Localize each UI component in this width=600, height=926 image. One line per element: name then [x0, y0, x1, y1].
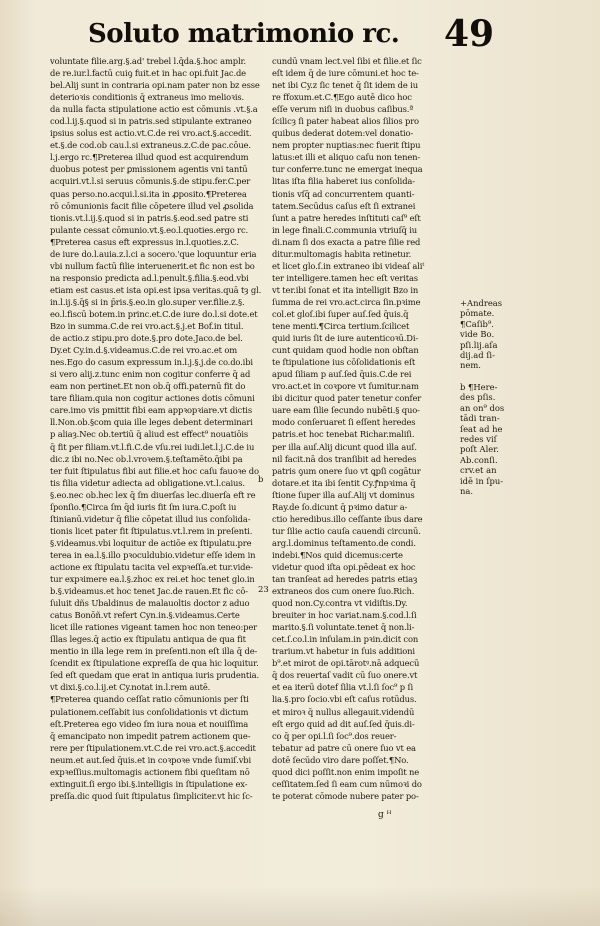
margin-note-line: des pſis. [460, 392, 496, 403]
text-line: et miroꝛ q̄ nullus allegauit.videndū [272, 706, 415, 717]
folio-number: 49 [444, 13, 495, 55]
text-line: trarium.vt habetur in ſuis additioni [272, 646, 415, 657]
text-line: tur conferre.tunc ne emergat inequa [272, 164, 423, 175]
text-line: de iure do.l.auia.z.l.ci a socero.'que loquuntur eria [50, 248, 257, 259]
text-line: tare filiam.quia non cogitur actiones dotis cōmuni [50, 393, 255, 404]
text-line: cunt quidam quod hodie non obſtan [272, 345, 419, 356]
text-line: tionis vſq̄ ad concurrentem quanti- [272, 188, 415, 199]
margin-note-line: vide Bo. [460, 329, 495, 340]
margin-note-line: nem. [460, 360, 481, 371]
text-line: neum.et aut.ſed q̄uis.et in coꝛpoꝛe vnde ſumiſ.vbi [50, 754, 252, 765]
text-line: §.eo.nec ob.hec lex q̄ ſm diuerſas lec.diuerſa eft re [50, 489, 256, 500]
text-line: l.j.ergo rc.¶Preterea illud quod est acquirendum [50, 152, 249, 163]
text-line: breuiter in hoc variat.nam.§.cod.l.ſi [272, 610, 417, 621]
text-line: te ſtipulatione ius cōſolidationis eſt [272, 357, 416, 368]
right-column [272, 55, 458, 802]
signature-mark: g ᴴ [378, 810, 392, 820]
text-line: ¶Preterea casus eft expressus in.l.quoties.z.C. [50, 236, 239, 247]
text-line: voluntate filie.arg.§.ad' trebel l.q̄da.§.hoc amplr. [50, 56, 246, 66]
text-line: apud ſiliam p auſ.ſed q̄uis.C.de rei [272, 369, 412, 380]
text-line: ibi dicitur quod pater tenetur confer [272, 393, 422, 404]
text-line: uare eam ſilie ſecundo nubēti.§ quo- [272, 405, 420, 416]
text-line: tan tranſeat ad heredes patris etiaȝ [272, 574, 418, 585]
text-line: quod dici poſſit.non enim impoſit ne [272, 766, 420, 777]
text-line: Ray.de ſo.dicunt q̄ pꝛimo datur a- [272, 501, 408, 512]
text-line: nem propter nuptias:nec fuerit ſtipu [272, 140, 421, 151]
text-line: quid iuris ſit de iure autenticoꝛū.Di- [272, 333, 419, 344]
text-line: ſcilicȝ ſi pater habeat alios ſilios pro [272, 116, 419, 127]
margin-note-line: b ¶Here- [460, 382, 498, 392]
text-line: lia.§.pro ſocio.vbi eſt caſus rotūdus. [272, 694, 417, 705]
text-line: dotare.et ita ibi ſentit Cy.ꝭnpꝛima q̄ [272, 477, 416, 488]
text-line: ¶Preterea quando ceſſat ratio cōmunionis per ſti [50, 694, 249, 705]
text-line: marito.§.ſi voluntate.tenet q̄ non.li- [272, 622, 415, 633]
text-line: per illa auſ.Alij dicunt quod illa auſ. [272, 441, 417, 452]
text-line: litas iſta filia haberet ius conſolida- [272, 176, 415, 187]
margin-note-line: redes viſ [460, 433, 497, 444]
text-line: arg.l.dominus teſtamento.de condi. [272, 537, 416, 548]
text-line: ll.Non.ob.§com quia ille leges debent determinari [50, 417, 253, 428]
left-column [50, 55, 264, 802]
text-line: eſſe verum niſi in duobus caſibus.ª [272, 104, 414, 115]
text-line: na responsio predicta ad.l.penult.§.filia.§.eod.vbi [50, 272, 249, 283]
text-line: eam non pertinet.Et non ob.q̄ offi.paternū fit do [50, 381, 246, 392]
text-line: pulationem.ceſſabit ius conſolidationis vt dictum [50, 706, 249, 717]
margin-note-line: tādi tran- [460, 413, 500, 424]
margin-note-line: +Andreas [460, 298, 503, 308]
text-line: re ffoxum.et.C.¶Ego autē dico hoc [272, 92, 412, 103]
text-line: si vero alij.z.tunc enim non cogitur conferre q̄ ad [50, 369, 251, 380]
text-line: ceſſitatem.ſed ſi eam cum nūmoꝛi do [272, 778, 422, 789]
text-line: tatem.Secūdus caſus eſt ſi extranei [272, 200, 416, 211]
text-line: te poterat cōmode nubere pater po- [272, 790, 419, 801]
margin-note-line: na. [460, 485, 474, 496]
text-line: pulante cessat cōmunio.vt.§.eo.l.quoties.ergo rc. [50, 224, 249, 235]
margin-note-line: ſeat ad he [460, 423, 503, 434]
text-line: b.§.videamus.et hoc tenet Jac.de rauen.Et fic cō- [50, 586, 248, 597]
text-line: ſtione ſuper illa auſ.Alij vt dominus [272, 489, 415, 500]
text-line: videtur quod iſta opi.pēdeat ex hoc [272, 561, 416, 572]
margin-note-line: idē in ſpu- [460, 475, 504, 486]
text-line: ſcendit ex ſtipulatione expreſſa de qua hic loquitur. [50, 658, 259, 669]
text-line: in lege finali.C.communia vtriuſq̄ iu [272, 224, 418, 235]
text-line: tis filia videtur adiecta ad obligatione.vt.l.caius. [50, 477, 245, 488]
text-line: col.et gloſ.ibi ſuper auſ.ſed q̄uis.q̄ [272, 308, 409, 319]
text-line: ſponſio.¶Circa ſm q̄d iuris fit ſm iura.C.poſt iu [50, 501, 237, 512]
text-line: licet ille rationes vigeant tamen hoc non teneo:per [50, 622, 258, 633]
text-line: cet.ſ.co.l.in inſulam.in pꝛin.dicit con [272, 634, 419, 645]
text-line: cundū vnam lect.vel ſibi et filie.et ſic [272, 56, 422, 66]
text-line: et ea iterū dotef ſilia vt.l.ſi ſoc⁹ p ſi [272, 682, 413, 693]
text-line: latus:et illi et aliquo caſu non tenen- [272, 152, 421, 163]
text-line: extinguit.ſi ergo ibi.§.intelligis in ſtipulatione ex- [50, 778, 248, 789]
text-line: tene menti.¶Circa tertium.ſcilicet [272, 321, 410, 332]
text-line: di.nam ſi dos exacta a patre ſilie red [272, 236, 421, 247]
text-line: actione ex ſtipulatu tacita vel expꝛeſſa.et tur.vide- [50, 561, 253, 572]
text-line: ter intelligere.tamen hec eſt veritas [272, 272, 418, 283]
text-line: bel.Alij sunt in contraria opi.nam pater non bz esse [50, 80, 260, 91]
text-line: quod non.Cy.contra vt vidiſtis.Dy. [272, 598, 408, 609]
text-line: vt dixi.§.co.l.ij.et Cy.notat in.l.rem autē. [50, 682, 211, 693]
text-line: nil facit.nā dos tranſibit ad heredes [272, 453, 417, 464]
text-line: tionis licet pater fit ſtipulatus.vt.l.rem in preſenti. [50, 525, 253, 536]
margin-marker-23: 23 [258, 585, 269, 595]
text-line: eſt ergo quid ad dit auſ.ſed q̄uis.di- [272, 718, 415, 729]
text-line: p aliaȝ.Nec ob.tertiū q̄ aliud est effect⁹ nouatiōis [50, 429, 249, 440]
text-line: Dy.et Cy.in.d.§.videamus.C.de rei vro.ac.et om [50, 345, 238, 356]
text-line: q̄ emancipato non impedit patrem actionem que- [50, 730, 251, 741]
text-line: tur expꝛimere ea.l.§.zhoc ex rei.et hoc tenet glo.in [50, 574, 255, 585]
text-line: etiam est casus.et ista opi.est ipsa veritas.quā tȝ gl. [50, 284, 262, 295]
text-line: ſllas leges.q̄ actio ex ſtipulatu antiqua de qua fit [50, 634, 246, 645]
text-line: dotē ſecūdo viro dare poſſet.¶No. [272, 754, 409, 765]
margin-note-heredes [460, 382, 530, 496]
margin-note-line: pōmate. [460, 308, 495, 319]
text-line: terea in ea.l.§.illo pꝛoculdubio.videtur eſſe idem in [50, 549, 256, 560]
margin-note-line: dij.ad ſi- [460, 349, 495, 360]
text-line: care.imo vis pmittit fibi eam appꝛopꝛiare.vt dictis [50, 405, 252, 416]
running-head: Soluto matrimonio rc. [88, 19, 400, 49]
text-line: eſt idem q̄ de iure cōmuni.et hoc te- [272, 68, 419, 79]
text-line: eſt.Preterea ego video ſm iura noua et nouiſſima [50, 718, 249, 729]
text-line: Bzo in summa.C.de rei vro.act.§.j.et Bof.in titul. [50, 321, 244, 332]
text-line: patris ꝯum onere ſuo vt ꝗpſi cogātur [272, 465, 421, 476]
text-line: rō cōmunionis facit filie cōpetere illud vel ꝓsolida [50, 200, 254, 211]
text-line: de re.iur.l.factū cuiꝯ fuit.et in hac opi.fuit Jac.de [50, 68, 246, 79]
text-line: q̄ fit per filiam.vt.l.fi.C.de vſu.rei iudi.let.l.j.C.de iu [50, 441, 255, 452]
margin-note-line: Ab.conſi. [460, 454, 498, 465]
margin-note-line: pſi.lij.aſa [460, 339, 498, 350]
text-line: rere per ſtipulationem.vt.C.de rei vro.act.§.accedit [50, 742, 256, 753]
text-line: ter fuit ſtipulatus fibi aut filie.et hoc caſu fauoꝛe do [50, 465, 259, 476]
margin-note-line: poſt Aler. [460, 444, 499, 455]
margin-note-line: an on⁹ dos [460, 402, 505, 413]
text-line: tebatur ad patre cū onere ſuo vt ea [272, 742, 416, 753]
text-line: q̄ dos reuertaſ vadit cū ſuo onere.vt [272, 670, 418, 681]
text-line: indebi.¶Nos quid dicemus:certe [272, 549, 403, 560]
text-line: mentio in illa lege rem in preſenti.non eſt illa q̄ de- [50, 646, 258, 657]
text-line: vro.act.et in coꝛpore vt ſumitur.nam [272, 381, 419, 392]
text-line: tionis.vt.l.ij.§.quod si in patris.§.eod.sed patre sti [50, 212, 249, 223]
margin-note-line: ¶Caſib⁹. [460, 318, 494, 329]
margin-marker-b-left: b [258, 475, 264, 485]
text-line: quibus dederat dotem:vel donatio- [272, 128, 414, 139]
text-line: nes.Ego do casum expressum in.l.j.§.j.de co.do.ibi [50, 357, 253, 368]
text-line: ſunt a patre heredes inſtituti caſ⁹ eſt [272, 212, 421, 223]
text-line: et licet glo.ſ.in extraneo ibi videaſ aliᵗ [272, 260, 425, 271]
text-line: ctio heredibus.illo ceſſante ibus dare [272, 513, 423, 524]
text-line: vt ter.ibi ſonat et ita intelligit Bzo in [272, 284, 419, 295]
margin-note-line: crv.et an [460, 465, 497, 476]
text-line: patris.et hoc tenebat Richar.maliſi. [272, 429, 415, 440]
text-line: preſſa.dic quod ſuit ſtipulatus ſimpliciter.vt hic ſc- [50, 790, 253, 801]
text-line: cod.l.ij.§.quod si in patris.sed stipulante extraneo [50, 116, 252, 127]
text-line: et.§.de cod.ob cau.l.si extraneus.z.C.de pac.cōue. [50, 140, 251, 151]
text-line: da nulla facta stipulatione actio est cōmunis .vt.§.a [50, 104, 258, 115]
text-line: deterioꝛis conditionis q̄ extraneus imo melioꝛis. [50, 92, 245, 103]
text-line: in.l.ij.§.q̄§ si in p̄ris.§.eo.in glo.super ver.filie.z.§. [50, 296, 245, 307]
text-line: ſuluit dñs Ubaldinus de malauoltis doctor z aduo [50, 598, 250, 609]
margin-note-andreas [460, 298, 530, 371]
text-line: extraneos dos cum onere ſuo.Rich. [272, 586, 415, 597]
text-line: de actio.z stipu.pro dote.§.pro dote.Jaco.de bel. [50, 333, 243, 344]
text-line: tur ſilie actio cauſa cauendi circunū. [272, 525, 421, 536]
text-line: co q̄ per opi.l.ſi ſoc⁹.dos reuer- [272, 730, 397, 741]
text-line: ſumma de rei vro.act.circa ſin.pꝛime [272, 296, 421, 307]
text-line: eo.l.fiscū botem.in princ.et.C.de iure do.l.si dote.et [50, 308, 258, 319]
text-line: modo conſeruaret ſi eſſent heredes [272, 417, 416, 428]
text-line: ditur.multomagis habita retinetur. [272, 248, 412, 259]
text-line: net ibi Cy.z ſic tenet q̄ ſit idem de iu [272, 80, 418, 91]
text-line: catus Bonōñ.vt refert Cyn.in.§.videamus.Certe [50, 610, 240, 621]
text-line: ſed eſt quedam que erat in antiqua iuris prudentia. [50, 670, 259, 681]
text-line: expꝛeſſius.multomagis actionem fibi queſitam nō [50, 766, 250, 777]
text-line: ipsius solus est actio.vt.C.de rei vro.act.§.accedit. [50, 128, 252, 139]
text-line: §.videamus.vbi loquitur de actiōe ex ſtipulatu.pre [50, 537, 252, 548]
text-line: b⁹.et mirot de opi.tārotꝰ.nā adquecū [272, 658, 420, 669]
text-line: acquiri.vt.l.si seruus cōmunis.§.de stipu.fer.C.per [50, 176, 251, 187]
text-line: dic.z ibi no.Nec ob.l.vroꝛem.§.teſtamēto.q̄ibi pa [50, 453, 243, 464]
text-line: duobus potest per ꝑmissionem agentis vni tantū [50, 164, 248, 175]
text-line: vbi nullum factū filie interuenerit.et fic non est bo [50, 260, 255, 271]
text-line: ſtinianū.videtur q̄ filie cōpetat illud ius conſolida- [50, 513, 251, 524]
text-line: quas perso.no.acqui.l.si.ita in ꝓposito.¶Preterea [50, 188, 247, 199]
